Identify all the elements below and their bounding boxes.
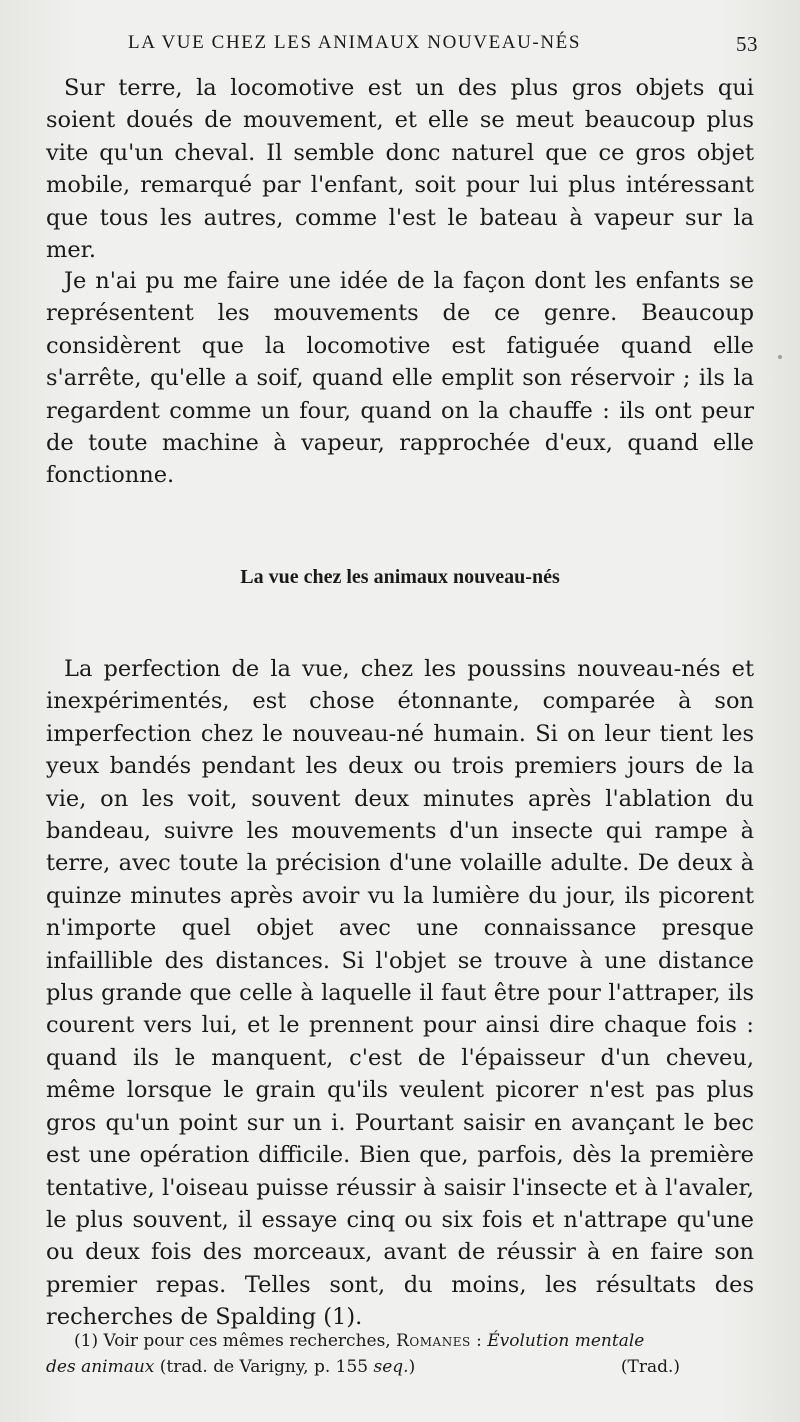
footnote-details: (trad. de Varigny, p. 155	[159, 1357, 369, 1377]
section-title: La vue chez les animaux nouveau-nés	[240, 566, 560, 588]
page-number: 53	[736, 32, 758, 56]
footnote-trad: (Trad.)	[620, 1357, 680, 1377]
paper-speck	[778, 355, 782, 359]
footnote-marker: (1)	[74, 1331, 99, 1351]
footnote-line-2	[46, 1354, 758, 1380]
footnote-work-title: Évolution mentale	[487, 1331, 645, 1351]
footnote-seq: seq.	[373, 1357, 409, 1377]
paragraph-chick-vision: La perfection de la vue, chez les poussins nouveau-nés et inexpérimentés, est chose étonnante, comparée à son imperfection chez le nouveau-né humain. Si on leur tient les yeux bandés pendant les deux ou trois premiers jours de la vie, on les voit, souvent deux minutes après l'ablation du bandeau, suivre les mouvements d'un insecte qui rampe à terre, avec toute la précision d'une volaille adulte. De deux à quinze minutes après avoir vu la lumière du jour, ils picorent n'importe quel objet avec une connaissance presque infaillible des distances. Si l'objet se trouve à une distance plus grande que celle à laquelle il faut être pour l'attraper, ils courent vers lui, et le prennent pour ainsi dire chaque fois : quand ils le manquent, c'est de l'épaisseur d'un cheveu, même lorsque le grain qu'ils veulent picorer n'est pas plus gros qu'un point sur un i. Pourtant saisir en avançant le bec est une opération difficile. Bien que, parfois, dès la première tentative, l'oiseau puisse réussir à saisir l'insecte et à l'avaler, le plus souvent, il essaye cinq ou six fois et n'attrape qu'une ou deux fois des morceaux, avant de réussir à en faire son premier repas. Telles sont, du moins, les résultats des recherches de Spalding (1).	[46, 656, 754, 1331]
footnote-work-title-cont: des animaux	[46, 1357, 155, 1377]
paragraph-locomotive: Sur terre, la locomotive est un des plus gros objets qui soient doués de mouvement, et elle se meut beaucoup plus vite qu'un cheval. Il semble donc naturel que ce gros objet mobile, remarqué par l'enfant, soit pour lui plus intéressant que tous les autres, comme l'est le bateau à vapeur sur la mer.	[46, 75, 754, 264]
running-head: LA VUE CHEZ LES ANIMAUX NOUVEAU-NÉS	[128, 32, 582, 53]
footnote-author: Romanes	[396, 1331, 471, 1351]
footnote-separator: :	[476, 1331, 482, 1351]
footnote	[46, 1328, 758, 1380]
footnote-line-1	[46, 1328, 758, 1354]
paragraph-children-perception: Je n'ai pu me faire une idée de la façon dont les enfants se représentent les mouvements de ce genre. Beaucoup considèrent que la locomotive est fatiguée quand elle s'arrête, qu'elle a soif, quand elle emplit son réservoir ; ils la regardent comme un four, quand on la chauffe : ils ont peur de toute machine à vapeur, rapprochée d'eux, quand elle fonctionne.	[46, 268, 754, 489]
page-header	[128, 32, 758, 62]
footnote-text: Voir pour ces mêmes recherches,	[103, 1331, 391, 1351]
footnote-close: )	[408, 1357, 416, 1377]
